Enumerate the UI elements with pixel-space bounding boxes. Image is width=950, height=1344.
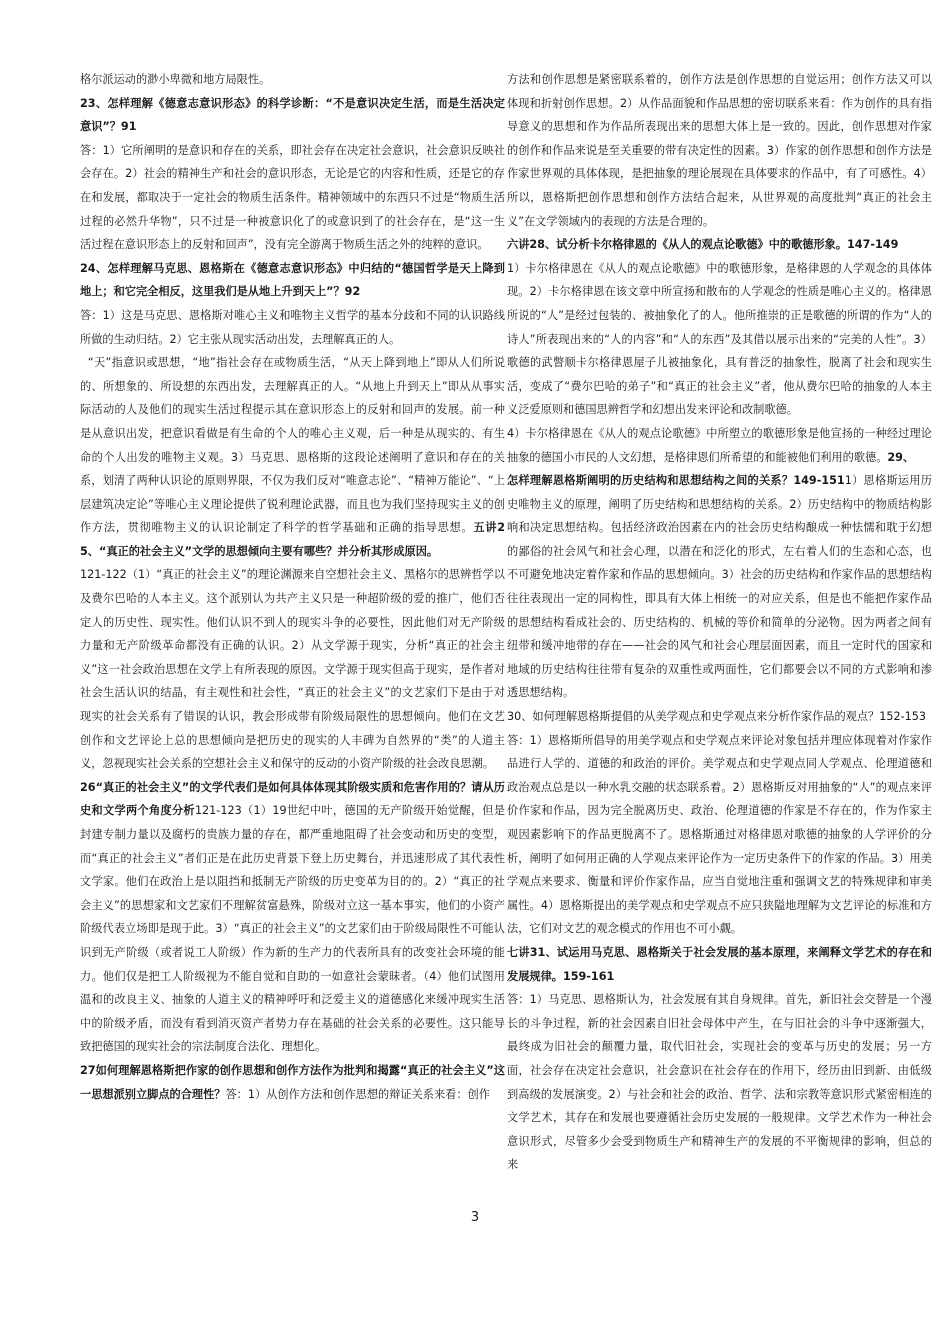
left-column	[80, 68, 505, 1106]
question-26: 26“真正的社会主义”的文学代表们是如何具体体现其阶级实质和危害作用的？请从历史和文学两个角度分析	[80, 780, 505, 818]
answer-29: 1）恩格斯运用历史唯物主义的原理，阐明了历史结构和思想结构的关系。2）历史结构中的物质结构影响和决定思想结构。包括经济政治因素在内的社会历史结构酿成一种怯懦和耽于幻想的鄙俗的社会风气和社会心理，以潜在和泛化的形式，左右着人们的生态和心态，也不可避免地决定着作家和作品的思想倾向。3）社会的历史结构和作家作品的思想结构往往表现出一定的同构性，即具有大体上相统一的对应关系，但是也不能把作家作品的思想结构看成社会的、历史结构的、机械的等价和简单的分泌物。因为两者之间有纽带和缓冲地带的存在——社会的风气和社会心理层面因素，而且一定时代的国家和地域的历史结构往往带有复杂的双重性或两面性，它们都要会以不同的方式影响和渗透思想结构。	[507, 474, 932, 700]
question-27-block	[80, 1059, 505, 1106]
question-29-number: 29、	[887, 450, 915, 464]
question-27: 27如何理解恩格斯把作家的创作思想和创作方法作为批判和揭露“真正的社会主义”这一思想派别立脚点的合理性？	[80, 1063, 505, 1101]
question-28: 六讲28、试分析卡尔格律恩的《从人的观点论歌德》中的歌德形象。147-149	[507, 238, 899, 252]
question-26-block	[80, 776, 505, 1059]
answer-27-continued: 方法和创作思想是紧密联系着的，创作方法是创作思想的自觉运用；创作方法又可以体现和折射创作思想。2）从作品面貌和作品思想的密切联系来看：作为创作的具有指导意义的思想和作为作品所表现出来的思想大体上是一致的。因此，创作思想对作家的创作和作品来说是至关重要的带有决定性的因素。3）作家的创作思想和创作方法是作家世界观的具体体现，是把抽象的理论展现在具体要求的作品中，有了可感性。4）所以，恩格斯把创作思想和创作方法结合起来，从世界观的高度批判“真正的社会主义”在文学领域内的表现的方法是合理的。	[507, 73, 932, 228]
answer-31: 答：1）马克思、恩格斯认为，社会发展有其自身规律。首先，新旧社会交替是一个漫长的斗争过程，新的社会因素自旧社会母体中产生，在与旧社会的斗争中逐渐强大，最终成为旧社会的颠覆力量，取代旧社会，实现社会的变革与历史的发展；另一方面，社会存在决定社会意识，社会意识在社会存在的作用下，经历由旧到新、由低级到高级的发展演变。2）与社会和社会的政治、哲学、法和宗教等意识形式紧密相连的文学艺术，其存在和发展也要遵循社会历史发展的一般规律。文学艺术作为一种社会意识形式，尽管多少会受到物质生产和精神生产的发展的不平衡规律的影响，但总的来	[507, 993, 932, 1172]
paragraph: 格尔派运动的渺小卑微和地方局限性。	[80, 73, 271, 86]
question-23: 23、怎样理解《德意志意识形态》的科学诊断：“不是意识决定生活，而是生活决定意识”？91	[80, 96, 505, 134]
answer-23: 答：1）它所阐明的是意识和存在的关系，即社会存在决定社会意识，社会意识反映社会存在。2）社会的精神生产和社会的意识形态，无论是它的内容和性质，还是它的存在和发展，都取决于一定社会的物质生活条件。精神领域中的东西只不过是“物质生活过程的必然升华物”，只不过是一种被意识化了的或意识到了的社会存在，是“这一生活过程在意识形态上的反射和回声”，没有完全游离于物质生活之外的纯粹的意识。	[80, 143, 505, 252]
right-column	[507, 68, 932, 1177]
answer-25: 121-122（1）“真正的社会主义”的理论渊源来自空想社会主义、黑格尔的思辨哲学以及费尔巴哈的人本主义。这个派别认为共产主义只是一种超阶级的爱的推广，他们否定人的历史性、现实性。他们认识不到人的现实斗争的必要性，因此他们对无产阶级力量和无产阶级革命都没有正确的认识。2）从文学源于现实，分析“真正的社会主义”这一社会政治思想在文学上有所表现的原因。文学源于现实但高于现实，是作者对社会生活认识的结晶，有主观性和社会性，“真正的社会主义”的文艺家们下是由于对现实的社会关系有了错误的认识，教会形成带有阶级局限性的思想倾向。他们在文艺创作和文艺评论上总的思想倾向是把历史的现实的人丰碑为自然界的“类”的人道主义，忽视现实社会关系的空想社会主义和保守的反动的小资产阶级的社会改良思潮。	[80, 568, 505, 771]
answer-24-part1: 答：1）这是马克思、恩格斯对唯心主义和唯物主义哲学的基本分歧和不同的认识路线所做的生动归结。2）它主张从现实活动出发，去理解真正的人。	[80, 308, 505, 346]
answer-24-part2-text: “天”指意识或思想，“地”指社会存在或物质生活，“从天上降到地上”即从人们所说的、所想象的、所设想的东西出发，去理解真正的人。“从地上升到天上”即从从事实际活动的人及他们的现实生活过程提示其在意识形态上的反射和回声的发展。前一种是从意识出发，把意识看做是有生命的个人的唯心主义观，后一种是从现实的、有生命的个人出发的唯物主义观。3）马克思、恩格斯的这段论述阐明了意识和存在的关系，划清了两种认识论的原则界限，不仅为我们反对“唯意志论”、“精神万能论”、“上层建筑决定论”等唯心主义理论提供了锐利理论武器，而且也为我们坚持现实主义的创作方法，贯彻唯物主义的认识论制定了科学的哲学基础和正确的指导思想。	[80, 356, 505, 535]
question-31: 七讲31、试运用马克思、恩格斯关于社会发展的基本原理，来阐释文学艺术的存在和发展规律。159-161	[507, 945, 932, 983]
answer-26: 121-123（1）19世纪中叶，德国的无产阶级开始觉醒，但是封建专制力量以及腐朽的贵族力量的存在，都严重地阻碍了社会变动和历史的变型，而“真正的社会主义”者们正是在此历史背景下登上历史舞台，并迅速形成了其代表性文学家。他们在政治上是以阻挡和抵制无产阶级的历史变革为目的的。2）“真正的社会主义”的思想家和文艺家们不理解贫富悬殊，阶级对立这一基本事实，他们的小资产阶级代表立场即是现于此。3）“真正的社会主义”的文艺家们由于阶级局限性不可能认识到无产阶级（或者说工人阶级）作为新的生产力的代表所具有的改变社会环境的能力。他们仅是把工人阶级视为不能自觉和自助的一如意社会蒙昧者。（4）他们试图用温和的改良主义、抽象的人道主义的精神呼吁和泛爱主义的道德感化来缓冲现实生活中的阶级矛盾，而没有看到消灭资产者势力存在基础的社会关系的必要性。这只能导致把德国的现实社会的宗法制度合法化、理想化。	[80, 804, 505, 1054]
question-25: 五讲25、“真正的社会主义”文学的思想倾向主要有哪些？并分析其形成原因。	[80, 521, 505, 558]
answer-28-part1: 1）卡尔格律恩在《从人的观点论歌德》中的歌德形象，是格律恩的人学观念的具体体现。2）卡尔格律恩在该文章中所宣扬和散布的人学观念的性质是唯心主义的。格律恩所说的“人”是经过包装的、被抽象化了的人。他所推崇的正是歌德的所谓的作为“人的诗人”所表现出来的“人的内容”和“人的东西”及其借以展示出来的“完美的人性”。3）歌德的武瞥顺卡尔格律恩屋子儿被抽象化，具有普泛的抽象性，脱离了社会和现实生活，变成了“费尔巴哈的弟子”和“真正的社会主义”者，他从费尔巴哈的抽象的人本主义泛爱原则和德国思辨哲学和幻想出发来评论和改制歌德。	[507, 261, 932, 417]
answer-27: 答：1）从创作方法和创作思想的辩证关系来看：创作	[225, 1087, 490, 1101]
page-number: 3	[470, 1210, 480, 1225]
answer-28-part2: 4）卡尔格律恩在《从人的观点论歌德》中所塑立的歌德形象是他宣扬的一种经过理论抽象的德国小市民的人文幻想，是格律恩们所希望的和能被他们利用的歌德。	[507, 426, 932, 464]
question-29-block	[507, 469, 932, 705]
question-29: 怎样理解恩格斯阐明的历史结构和思想结构之间的关系？149-151	[507, 474, 845, 488]
answer-28-part2-block	[507, 422, 932, 469]
question-30: 30、如何理解恩格斯提倡的从美学观点和史学观点来分析作家作品的观点？152-153	[507, 710, 926, 724]
answer-24-part2	[80, 351, 505, 563]
answer-30: 答：1）恩格斯所倡导的用美学观点和史学观点来评论对象包括并理应体现着对作家作品进行人学的、道德的和政治的评价。美学观点和史学观点同人学观点、伦理道德和政治观点总是以一种水乳交融的状态联系着。2）恩格斯反对用抽象的“人”的观点来评价作家和作品，因为完全脱离历史、政治、伦理道德的作家是不存在的，作为作家主观因素影响下的作品更脱离不了。恩格斯通过对格律恩对歌德的抽象的人学评价的分析，阐明了如何用正确的人学观点来评论作为一定历史条件下的作家的作品。3）用美学观点来要求、衡量和评价作家作品，应当自觉地注重和强调文艺的特殊规律和审美属性。4）恩格斯提出的美学观点和史学观点不应只狭隘地理解为文艺评论的标准和方法，它们对文艺的观念模式的作用也不可小觑。	[507, 733, 932, 936]
question-24: 24、怎样理解马克思、恩格斯在《德意志意识形态》中归结的“德国哲学是天上降到地上；和它完全相反，这里我们是从地上升到天上”？92	[80, 261, 505, 299]
